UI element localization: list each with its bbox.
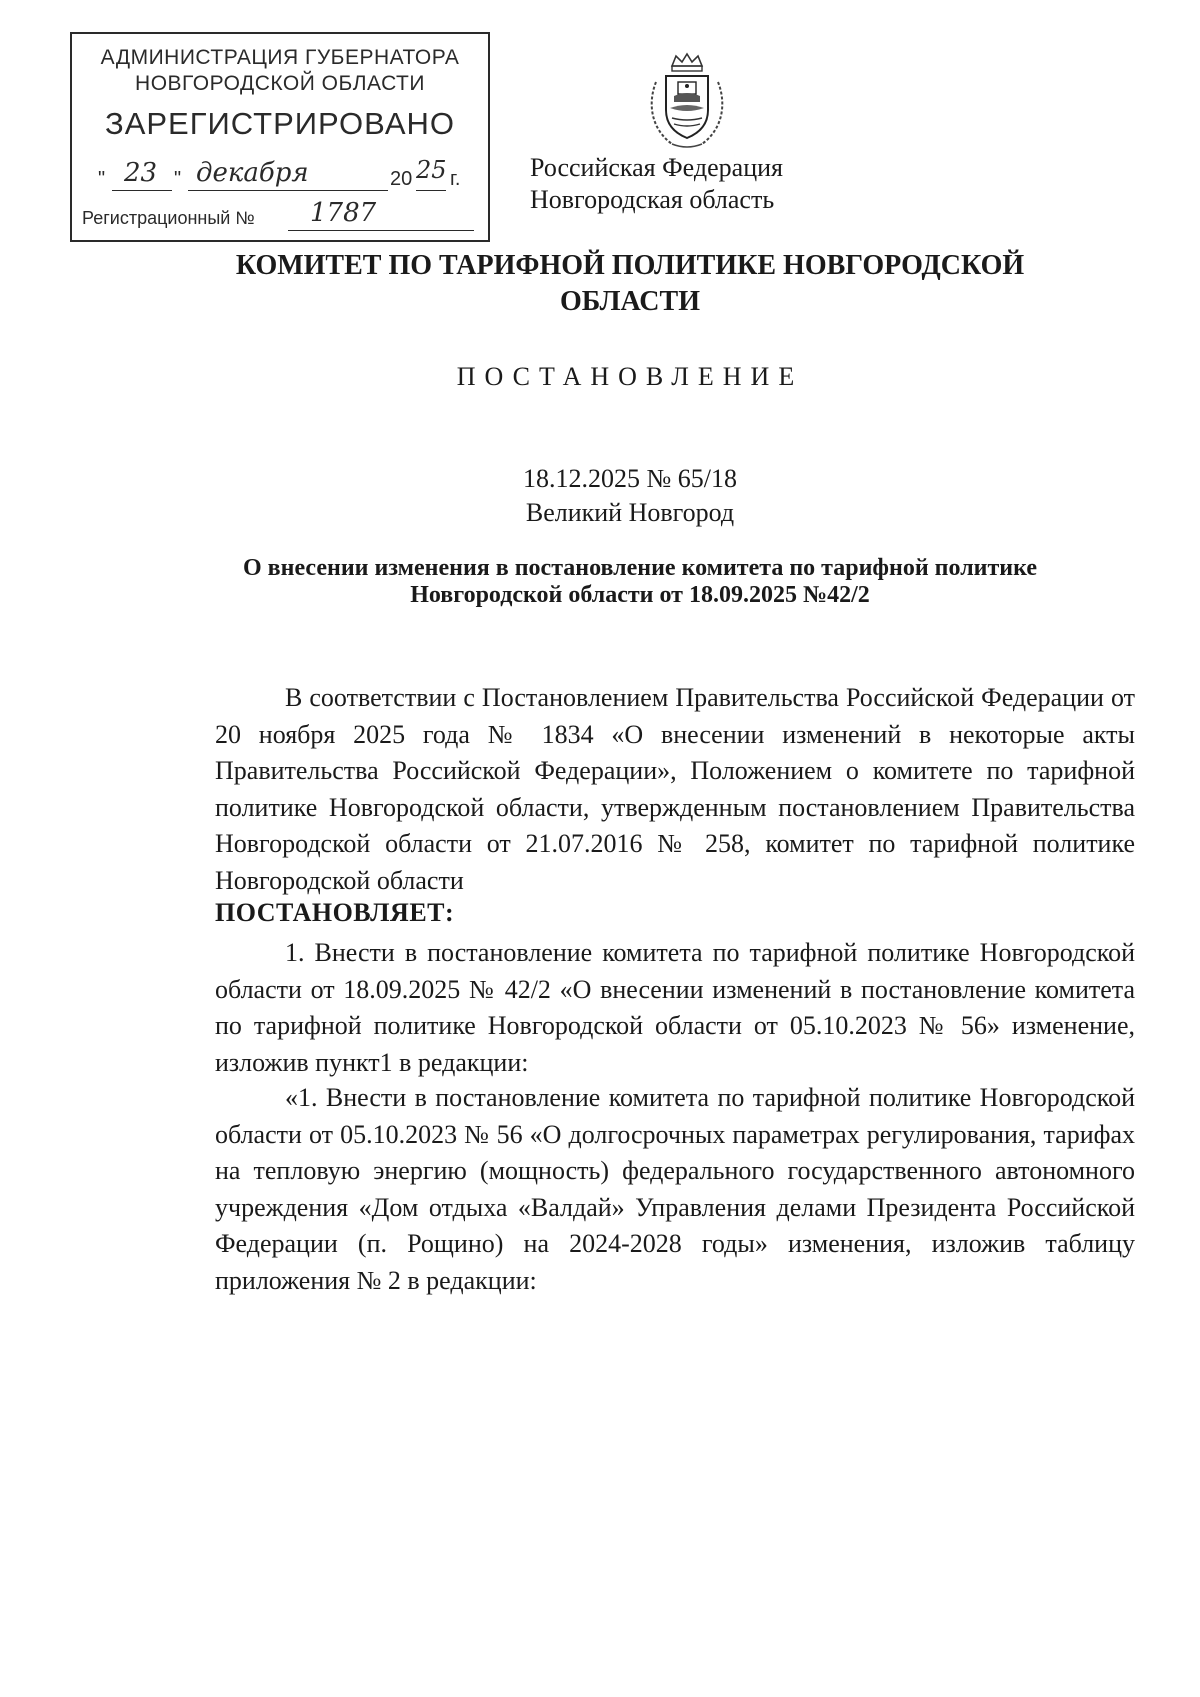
stamp-year-unit: г. [450,168,461,190]
stamp-day: 23 [124,158,158,188]
committee-title-line2: ОБЛАСТИ [560,286,700,317]
committee-title-line1: КОМИТЕТ ПО ТАРИФНОЙ ПОЛИТИКЕ НОВГОРОДСКОЙ [235,250,1025,281]
item1-quote-paragraph: «1. Внести в постановление комитета по тарифной политике Новгородской области от 05.10.2023 № 56 «О долгосрочных параметрах регулирования, тарифах на тепловую энергию (мощность) федерального государственного автономного учреждения «Дом отдыха «Валдай» Управления делами Президента Российской Федерации (п. Рощино) на 2024-2028 годы» изменения, изложив таблицу приложения № 2 в редакции: [215,1083,1135,1295]
stamp-year-line [416,190,446,191]
stamp-authority-line1: АДМИНИСТРАЦИЯ ГУБЕРНАТОРА [100,46,460,69]
document-city: Великий Новгород [525,498,735,527]
stamp-reg-line [288,230,474,231]
stamp-month-line [188,190,388,191]
stamp-reg-number: 1787 [310,198,377,228]
stamp-registration-row [82,198,482,234]
stamp-day-line [112,190,172,191]
stamp-registered-label: ЗАРЕГИСТРИРОВАНО [104,106,455,141]
committee-title [180,248,1080,320]
basis-paragraph: В соответствии с Постановлением Правительства Российской Федерации от 20 ноября 2025 года № 1834 «О внесении изменений в некоторые акты Правительства Российской Федерации», Положением о комитете по тарифной политике Новгородской области, утвержденным постановлением Правительства Новгородской области от 21.07.2016 № 258, комитет по тарифной политике Новгородской области [215,683,1135,895]
document-date-number-block [180,462,1080,530]
federation-block [530,152,850,216]
registration-stamp [70,32,490,242]
stamp-reg-label: Регистрационный № [82,208,255,228]
country-name: Российская Федерация [530,153,783,182]
stamp-month: декабря [196,158,309,188]
resolves-heading: ПОСТАНОВЛЯЕТ: [215,898,455,927]
stamp-year-prefix: 20 [390,168,413,190]
stamp-quote-open: " [98,168,106,190]
stamp-authority-line2: НОВГОРОДСКОЙ ОБЛАСТИ [135,72,425,95]
document-subject [180,555,1100,609]
subject-line2: Новгородской области от 18.09.2025 №42/2 [410,582,870,608]
stamp-quote-close: " [174,168,182,190]
region-name: Новгородская область [530,185,775,214]
document-type: ПОСТАНОВЛЕНИЕ [456,362,804,391]
item1-paragraph: 1. Внести в постановление комитета по тарифной политике Новгородской области от 18.09.2025 № 42/2 «О внесении изменений в постановление комитета по тарифной политике Новгородской области от 05.10.2023 № 56» изменение, изложив пункт1 в редакции: [215,938,1135,1077]
stamp-year-suffix: 25 [416,156,447,184]
novgorod-coat-of-arms-icon [642,52,732,152]
subject-line1: О внесении изменения в постановление комитета по тарифной политике [243,555,1037,581]
document-date-number: 18.12.2025 № 65/18 [522,464,738,493]
stamp-date-row [96,154,476,194]
